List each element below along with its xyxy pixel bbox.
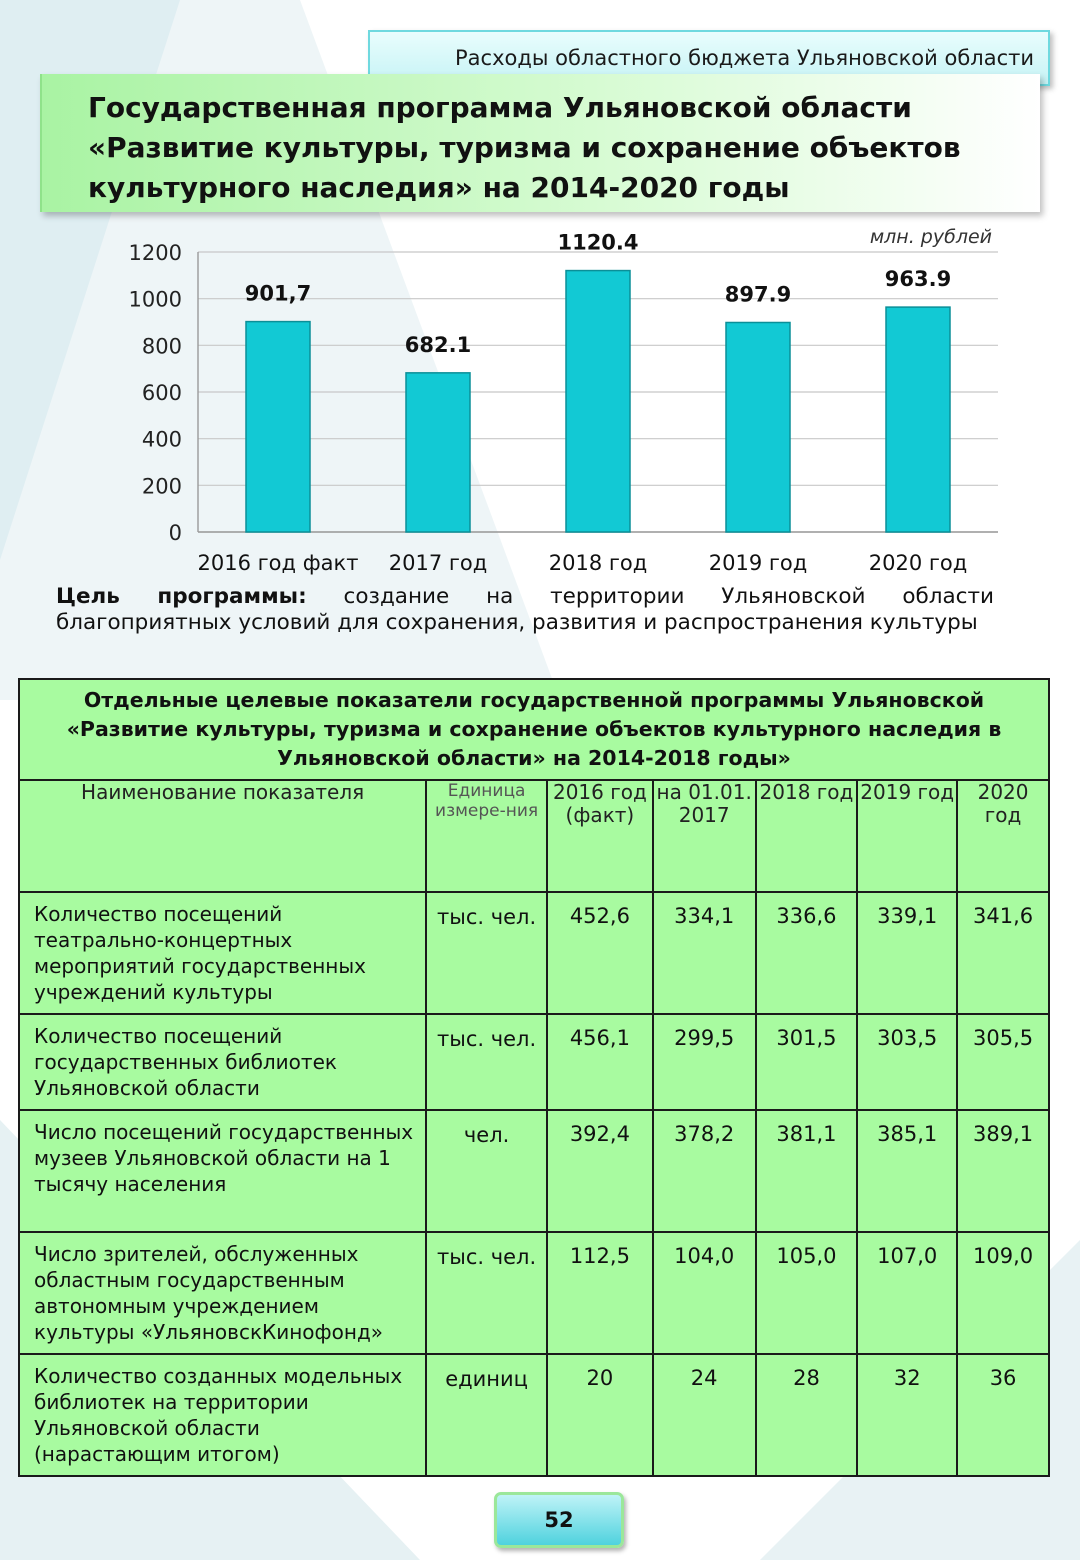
row-value: 104,0 bbox=[653, 1232, 756, 1354]
header-tab-title: Расходы областного бюджета Ульяновской области bbox=[455, 46, 1034, 70]
program-goal bbox=[56, 584, 994, 636]
bar-value-label: 901,7 bbox=[244, 281, 312, 306]
row-value: 299,5 bbox=[653, 1014, 756, 1110]
table-row bbox=[19, 892, 1049, 1014]
header-2016: 2016 год (факт) bbox=[547, 780, 653, 892]
row-name: Число посещений государственных музеев Ульяновской области на 1 тысячу населения bbox=[19, 1110, 426, 1232]
header-name: Наименование показателя bbox=[19, 780, 426, 892]
table-header-row bbox=[19, 780, 1049, 892]
row-unit: чел. bbox=[426, 1110, 547, 1232]
table-row bbox=[19, 1354, 1049, 1476]
y-tick-label: 400 bbox=[141, 427, 182, 452]
row-unit: единиц bbox=[426, 1354, 547, 1476]
row-value: 301,5 bbox=[756, 1014, 858, 1110]
header-2019: 2019 год bbox=[857, 780, 957, 892]
x-tick-label: 2017 год bbox=[388, 551, 488, 575]
bar-value-label: 682.1 bbox=[404, 332, 472, 357]
row-value: 334,1 bbox=[653, 892, 756, 1014]
table-row bbox=[19, 1110, 1049, 1232]
row-value: 336,6 bbox=[756, 892, 858, 1014]
y-tick-label: 800 bbox=[141, 334, 182, 359]
table-row bbox=[19, 1232, 1049, 1354]
y-tick-label: 200 bbox=[141, 474, 182, 499]
header-2017: на 01.01. 2017 bbox=[653, 780, 756, 892]
bar bbox=[886, 307, 950, 532]
row-unit: тыс. чел. bbox=[426, 1014, 547, 1110]
row-value: 303,5 bbox=[857, 1014, 957, 1110]
header-unit: Единица измере-ния bbox=[426, 780, 547, 892]
row-value: 341,6 bbox=[957, 892, 1049, 1014]
bar bbox=[566, 271, 630, 532]
row-value: 452,6 bbox=[547, 892, 653, 1014]
x-tick-label: 2020 год bbox=[868, 551, 968, 575]
row-value: 389,1 bbox=[957, 1110, 1049, 1232]
row-value: 28 bbox=[756, 1354, 858, 1476]
row-value: 107,0 bbox=[857, 1232, 957, 1354]
x-tick-label: 2018 год bbox=[548, 551, 648, 575]
y-tick-label: 600 bbox=[141, 381, 182, 405]
row-value: 392,4 bbox=[547, 1110, 653, 1232]
page-number: 52 bbox=[494, 1492, 624, 1548]
row-unit: тыс. чел. bbox=[426, 1232, 547, 1354]
y-tick-label: 1000 bbox=[128, 287, 182, 312]
row-value: 456,1 bbox=[547, 1014, 653, 1110]
bar-value-label: 1120.4 bbox=[557, 230, 639, 255]
row-unit: тыс. чел. bbox=[426, 892, 547, 1014]
row-value: 112,5 bbox=[547, 1232, 653, 1354]
bar-chart bbox=[110, 226, 1010, 586]
page-title: Государственная программа Ульяновской области «Развитие культуры, туризма и сохранение объектов культурного наследия» на 2014-2020 годы bbox=[88, 91, 961, 204]
row-value: 339,1 bbox=[857, 892, 957, 1014]
header-2020: 2020 год bbox=[957, 780, 1049, 892]
row-value: 385,1 bbox=[857, 1110, 957, 1232]
row-value: 24 bbox=[653, 1354, 756, 1476]
row-name: Число зрителей, обслуженных областным государственным автономным учреждением культуры «УльяновскКинофонд» bbox=[19, 1232, 426, 1354]
y-tick-label: 0 bbox=[168, 521, 182, 545]
x-tick-label: 2019 год bbox=[708, 551, 808, 575]
goal-text: создание на территории Ульяновской области благоприятных условий для сохранения, развития и распространения культуры bbox=[56, 584, 994, 635]
bar bbox=[726, 322, 790, 532]
indicators-table bbox=[18, 678, 1050, 1477]
table-caption: Отдельные целевые показатели государственной программы Ульяновской «Развитие культуры, туризма и сохранение объектов культурного наследия в Ульяновской области» на 2014-2018 годы» bbox=[19, 679, 1049, 780]
row-value: 305,5 bbox=[957, 1014, 1049, 1110]
row-value: 105,0 bbox=[756, 1232, 858, 1354]
row-value: 378,2 bbox=[653, 1110, 756, 1232]
chart-plot bbox=[110, 226, 1010, 586]
row-name: Количество посещений государственных библиотек Ульяновской области bbox=[19, 1014, 426, 1110]
row-name: Количество посещений театрально-концертных мероприятий государственных учреждений культуры bbox=[19, 892, 426, 1014]
table-row bbox=[19, 1014, 1049, 1110]
row-value: 381,1 bbox=[756, 1110, 858, 1232]
row-value: 36 bbox=[957, 1354, 1049, 1476]
header-2018: 2018 год bbox=[756, 780, 858, 892]
row-value: 32 bbox=[857, 1354, 957, 1476]
bar-value-label: 897.9 bbox=[724, 282, 792, 307]
row-name: Количество созданных модельных библиотек на территории Ульяновской области (нарастающим итогом) bbox=[19, 1354, 426, 1476]
bar-value-label: 963.9 bbox=[884, 267, 952, 292]
x-tick-label: 2016 год факт bbox=[197, 551, 359, 575]
chart-unit-label: млн. рублей bbox=[869, 226, 992, 248]
row-value: 20 bbox=[547, 1354, 653, 1476]
bar bbox=[246, 322, 310, 532]
y-tick-label: 1200 bbox=[128, 241, 182, 265]
row-value: 109,0 bbox=[957, 1232, 1049, 1354]
title-banner bbox=[40, 74, 1040, 212]
bar bbox=[406, 373, 470, 532]
goal-label: Цель программы: bbox=[56, 584, 307, 609]
